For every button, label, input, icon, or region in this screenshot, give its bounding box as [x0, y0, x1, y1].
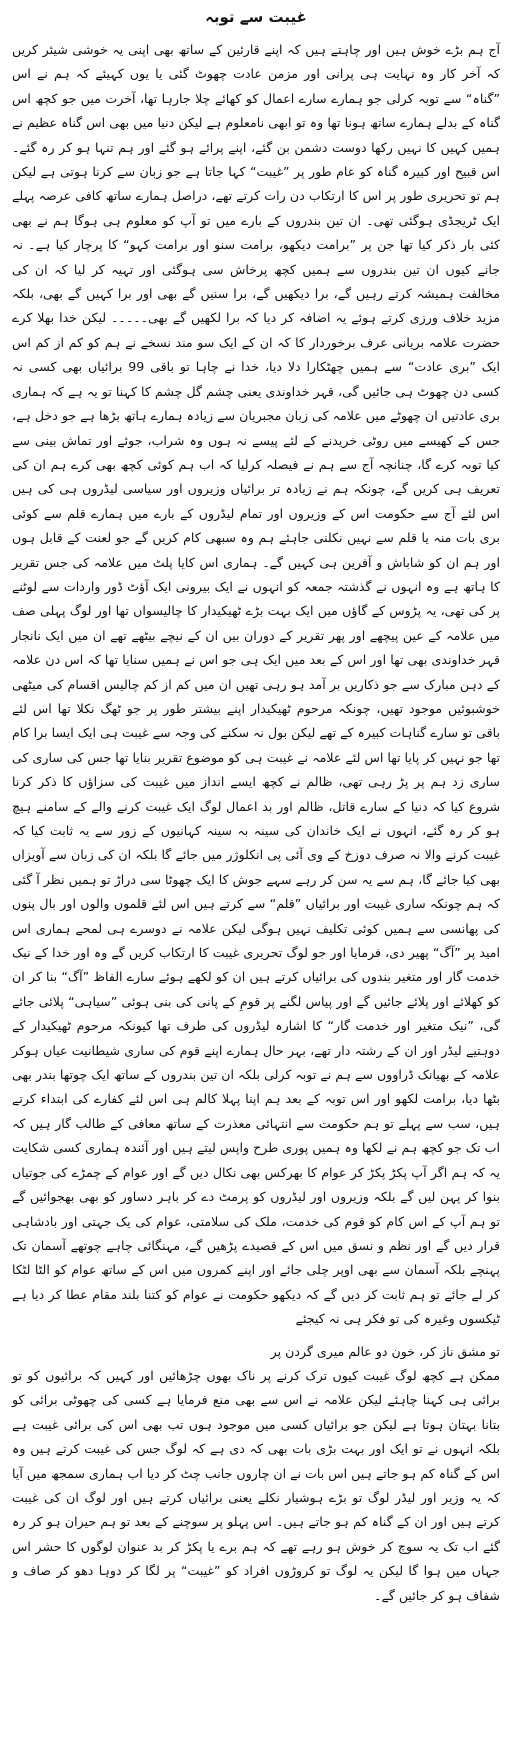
article-paragraph: آج ہم بڑے خوش ہیں اور چاہتے ہیں کہ اپنے قارئین کے ساتھ بھی اپنی یہ خوشی شیئر کریں کہ آخر کار وہ نہایت ہی پرانی اور مزمن عادت چھوٹ گئی یا یوں کہیئے کہ ہم نے اس ”گناہ“ سے توبہ کرلی جو ہمارے سارے اعمال کو کھائے چلا جارہا تھا، آخرت میں جو کچھ اس گناہ کے بدلے ہمارے ساتھ ہونا تھا وہ تو ابھی نامعلوم ہے لیکن دنیا میں بھی اس گناہ عظیم نے ہمیں کہیں کا نہیں رکھا دوست دشمن بن گئے، اپنے پرائے ہو گئے اور ہم تنہا ہو کر رہ گئے۔ اس قبیح اور کبیرہ گناہ کو عام طور پر ”غیبت“ کہا جاتا ہے جو زبان سے کرنا ہوتی ہے لیکن ہم تو تحریری طور پر اس کا ارتکاب دن رات کرتے تھے، دراصل ہمارے ساتھ کافی عرصہ پہلے ایک ٹریجڈی ہوگئی تھی۔ ان تین بندروں کے بارے میں تو آپ کو معلوم ہی ہوگا ہم نے بھی کئی بار ذکر کیا تھا جن پر ”برامت دیکھو، برامت سنو اور برامت کہو“ کا پرچار کیا ہے۔ نہ جانے کیوں ان تین بندروں سے ہمیں کچھ پرخاش سی ہوگئی اور تہیہ کر لیا کہ ان کی مخالفت ہمیشہ کرتے رہیں گے، برا دیکھیں گے، برا سنیں گے بھی اور برا کہیں گے بھی، بلکہ مزید خلاف ورزی کرتے ہوئے یہ اضافہ کر دیا کہ برا لکھیں گے بھی۔۔۔۔۔ لیکن خدا بھلا کرے حضرت علامہ بریانی عرف برخوردار کا کہ ان کے ایک سو مند نسخے نے ہم کو کم از کم اس ایک ”بری عادت“ سے ہمیں چھٹکارا دلا دیا، خدا نے چاہا تو باقی 99 برائیاں بھی کسی نہ کسی دن چھوٹ ہی جائیں گی، قہر خداوندی یعنی چشم گل چشم کا کہنا تو یہ ہے کہ ہماری بری عادتیں ان چھوٹے میں علامہ کی زبان مجبریان سے زیادہ ہمارے ہاتھ بڑھا ہے جو دخل ہے، جس کے کھیسے میں روٹی خریدنے کے لئے پیسے نہ ہوں وہ شراب، جوئے اور تماش بینی سے کیا توبہ کرے گا، چنانچہ آج سے ہم نے فیصلہ کرلیا کہ اب ہم کوئی کچھ بھی کرے ہم ان کی تعریف ہی کریں گے، چونکہ ہم نے زیادہ تر برائیاں وزیروں اور سیاسی لیڈروں ہی کی ہیں اس لئے آج سے حکومت اس کے وزیروں اور تمام لیڈروں کے بارے میں ہمارے قلم سے کوئی بری بات منہ یا قلم سے نہیں نکلنی جاہئے ہم وہ سبھی کام کریں گے جو لعنت کے قابل ہوں اور ہم ان کو شاباش و آفرین ہی کہیں گے۔ ہماری اس کایا پلٹ میں علامہ کی جس تقریر کا ہاتھ ہے وہ انہوں نے گذشتہ جمعہ کو انہوں نے ایک بیرونی ایک آؤٹ ڈور واردات سے لوٹنے پر کی تھی، یہ پڑوس کے گاؤں میں ایک بہت بڑے ٹھیکیدار کا چالیسواں تھا اور لوگ پہلی صف میں علامہ کے عین پیچھے اور پھر تقریر کے دوران بیں ان کے نیچے بیٹھے تھے ان میں ایک نانجار قہر خداوندی بھی تھا اور اس کے بعد میں ایک ہی جو اس نے ہمیں سنایا تھا کہ اس دن علامہ کے دہن مبارک سے جو ذکاریں بر آمد ہو رہی تھیں ان میں کم از کم چالیس اقسام کی میٹھی خوشبوئیں موجود تھیں، چونکہ مرحوم ٹھیکیدار اپنے بیشتر طور پر جو ٹھگ نکلا تھا اس لئے باقی تو سارے گناہات کبیرہ کے تھے لیکن بول نہ سکنے کی وجہ سے غیبت ہی ایک ایسا برا کام تھا جو نہیں کر پایا تھا اس لئے علامہ نے غیبت ہی کو موضوع تقریر بنایا تھا جس کی ساری کی ساری زد ہم پر پڑ رہی تھی، ظالم نے کچھ ایسے انداز میں غیبت کی سزاؤں کا ذکر کرنا شروع کیا کہ دنیا کے سارے قاتل، ظالم اور بد اعمال لوگ ایک غیبت کرنے والے کے سامنے ہیچ ہو کر رہ گئے، انہوں نے ایک خاندان کی سینہ بہ سینہ کہانیوں کے زور سے یہ ثابت کیا کہ غیبت کرنے والا نہ صرف دوزخ کے وی آئی پی انکلوژر میں جائے گا بلکہ ان کی زبان سے آویزاں بھی کیا جائے گا، ہم سے یہ سن کر رہے سہے جوش کا ایک چھوٹا سی دراڑ تو ہمیں نظر آ گئی کہ ہم چونکہ ساری غیبت اور برائیاں ”قلم“ سے کرتے ہیں اس لئے قلموں والوں اور بال پنوں کی پھانسی سے ہمیں کوئی تکلیف نہیں ہوگی لیکن علامہ نے دوسرے ہی لمحے ہماری اس امید پر ”آگ“ پھیر دی، فرمایا اور جو لوگ تحریری غیبت کا ارتکاب کریں گے وہ اور خدا کے نیک خدمت گار اور متغیر بندوں کی برائیاں کرتے ہیں ان کو لکھے ہوئے سارے الفاظ ”آگ“ بنا کر ان کو کھلائے اور پلائے جائیں گے اور پیاس لگنے پر قومِ کے پانی کی بنی ہوئی ”سیاہی“ پلائی جائے گی، ”نیک متغیر اور خدمت گار“ کا اشارہ لیڈروں کی طرف تھا کیونکہ مرحوم ٹھیکیدار کے دوہتیے لیڈر اور ان کے رشتہ دار تھے، بہر حال ہمارے اپنے قوم کی ساری شیطانیت عیاں ہوکر علامہ کے بھیانک ڈراووں سے ہم نے توبہ کرلی بلکہ ان تین بندروں کے ساتھ ایک چوتھا بندر بھی بٹھا دیا، برامت لکھو اور اس توبہ کے بعد ہم اپنا پہلا کالم ہی اس لئے کفارے کی ابتداء کرتے ہیں، سب سے پہلے تو ہم حکومت سے انتہائی معذرت کے ساتھ معافی کے طالب گار ہیں کہ اب تک جو کچھ ہم نے لکھا وہ ہمیں پوری طرح واپس لیتے ہیں اور آئندہ ہماری کسی شکایت یہ کہ ہم اگر آپ پکڑ پکڑ کر عوام کا بھرکس بھی نکال دیں گے اور عوام کے چمڑے کی جوتیاں بنوا کر پہن لیں گے بلکہ وزیروں اور لیڈروں کو پرمٹ دے کر باہر دساور کو بھی بھجوائیں گے تو ہم آپ کے اس کام کو قوم کی خدمت، ملک کی سلامتی، عوام کی یک جہتی اور بادشاہی قرار دیں گے اور نظم و نسق میں اس کے قصیدے پڑھیں گے، مہنگائی چاہے چوتھے آسمان تک پہنچے بلکہ آسمان سے بھی اوپر چلی جائے اور اپنے کمروں میں اس کے ساتھ عوام کو الٹا لٹکا کر لے جائے تو ہم ثابت کر دیں گے کہ دیکھو حکومت نے عوام کو کتنا بلند مقام عطا کر دیا ہے ٹیکسوں وغیرہ کی تو فکر ہی نہ کیجئے — [12, 42, 501, 1327]
article-couplet: تو مشق ناز کر، خون دو عالم میری گردن پر — [270, 1343, 500, 1359]
article-body — [12, 38, 500, 1608]
article-paragraph: ممکن ہے کچھ لوگ غیبت کیوں ترک کرنے پر ناک بھوں چڑھائیں اور کہیں کہ برائیوں کو تو برائی ہی کہنا چاہئے لیکن علامہ نے اس سے بھی منع فرمایا ہے کسی کی چھوٹی برائی کو بتانا بہتان ہوتا ہے لیکن جو برائیاں کسی میں موجود ہوں تب بھی اس کی برائی غیبت ہے بلکہ انہوں نے تو ایک اور بہت بڑی بات بھی کہ دی ہے کہ لوگ جس کی غیبت کرتے ہیں وہ اس کے گناہ کم ہو جاتے ہیں اس بات نے ان چاروں جانب چٹ کر دیا اب ہماری سمجھ میں آیا کہ یہ وزیر اور لیڈر لوگ تو بڑے ہوشیار نکلے یعنی برائیاں کرتے ہیں اور لوگ ان کی غیبت کرتے ہیں اور ان کے گناہ کم ہو جاتے ہیں۔ اس پہلو پر سوچنے کے بعد تو ہم حیران ہو کر رہ گئے اب تک یہ سوچ کر خوش ہو رہے تھے کہ ہم برے یا پکڑ کر بد عنوان لوگوں کا حشر اس جہاں میں ہوا گا لیکن یہ لوگ تو کروڑوں افراد کو ”غیبت“ پر لگا کر دوہا دھو کر صاف و شفاف ہو کر جائیں گے۔ — [12, 1367, 500, 1603]
article-title: غیبت سے توبہ — [205, 8, 307, 26]
